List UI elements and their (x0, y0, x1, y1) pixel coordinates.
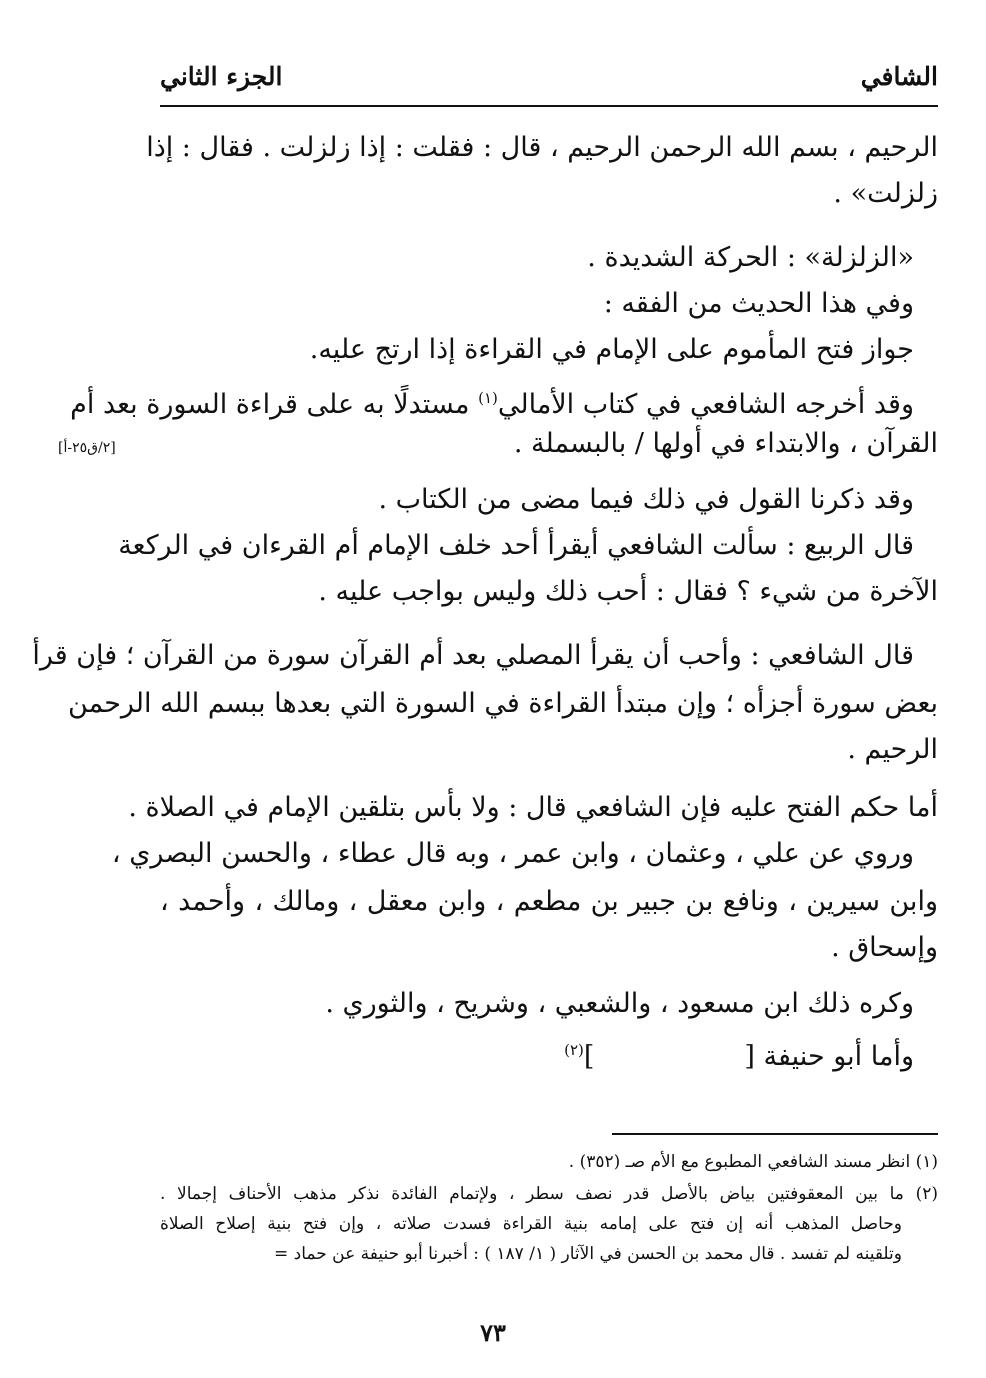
footnote-line: (٢) ما بين المعقوفتين بياض بالأصل قدر نصف سطر ، ولإتمام الفائدة نذكر مذهب الأحناف إجمالا . (160, 1184, 938, 1204)
text-line: الرحيم ، بسم الله الرحمن الرحيم ، قال : فقلت : إذا زلزلت . فقال : إذا (146, 132, 938, 163)
running-header (160, 62, 938, 102)
text-fragment: وأما أبو حنيفة [ (744, 1041, 914, 1072)
text-line: وكره ذلك ابن مسعود ، والشعبي ، وشريح ، والثوري . (325, 988, 914, 1019)
footnote-ref-1: (١) (478, 389, 498, 407)
header-rule (160, 105, 938, 107)
text-line: وقد ذكرنا القول في ذلك فيما مضى من الكتاب . (378, 484, 914, 515)
bracket-close: ] (583, 1041, 595, 1072)
text-line (564, 1027, 914, 1080)
text-line: قال الربيع : سألت الشافعي أيقرأ أحد خلف الإمام أم القرءان في الركعة (118, 530, 914, 561)
text-line: قال الشافعي : وأحب أن يقرأ المصلي بعد أم القرآن سورة من القرآن ؛ فإن قرأ (32, 640, 914, 671)
text-fragment: مستدلًا به على قراءة السورة بعد أم (70, 389, 479, 420)
text-line: الآخرة من شيء ؟ فقال : أحب ذلك وليس بواجب عليه . (318, 576, 938, 607)
footnote-line: (١) انظر مسند الشافعي المطبوع مع الأم صـ (٣٥٢) . (568, 1152, 938, 1172)
text-line: وابن سيرين ، ونافع بن جبير بن مطعم ، وابن معقل ، ومالك ، وأحمد ، (160, 886, 938, 917)
header-volume-title: الجزء الثاني (160, 62, 283, 91)
text-line: زلزلت» . (833, 178, 938, 209)
page-number: ٧٣ (480, 1318, 506, 1347)
text-line: وروي عن علي ، وعثمان ، وابن عمر ، وبه قال عطاء ، والحسن البصري ، (111, 838, 914, 869)
footnote-line: وحاصل المذهب أنه إن فتح على إمامه بنية القراءة فسدت صلاته ، وإن فتح بنية إصلاح الصلاة (160, 1214, 902, 1234)
text-line: وإسحاق . (831, 932, 938, 963)
manuscript-folio-note: [٢/ق٢٥-أ] (58, 440, 116, 456)
text-line: أما حكم الفتح عليه فإن الشافعي قال : ولا بأس بتلقين الإمام في الصلاة . (128, 792, 938, 823)
text-line: وفي هذا الحديث من الفقه : (603, 288, 914, 319)
footnote-ref-2: (٢) (564, 1041, 584, 1059)
text-line: الرحيم . (847, 734, 938, 765)
text-fragment: وقد أخرجه الشافعي في كتاب الأمالي (497, 389, 914, 420)
text-line: بعض سورة أجزأه ؛ وإن مبتدأ القراءة في السورة التي بعدها ببسم الله الرحمن (68, 688, 938, 719)
text-line: «الزلزلة» : الحركة الشديدة . (587, 242, 914, 273)
header-book-title: الشافي (860, 62, 938, 91)
text-line: القرآن ، والابتداء في أولها / بالبسملة . (513, 428, 938, 459)
footnote-rule (612, 1133, 938, 1135)
text-line: جواز فتح المأموم على الإمام في القراءة إذا ارتج عليه. (309, 334, 914, 365)
footnote-line: وتلقينه لم تفسد . قال محمد بن الحسن في الآثار ( ١/ ١٨٧ ) : أخبرنا أبو حنيفة عن حماد = (274, 1244, 902, 1264)
